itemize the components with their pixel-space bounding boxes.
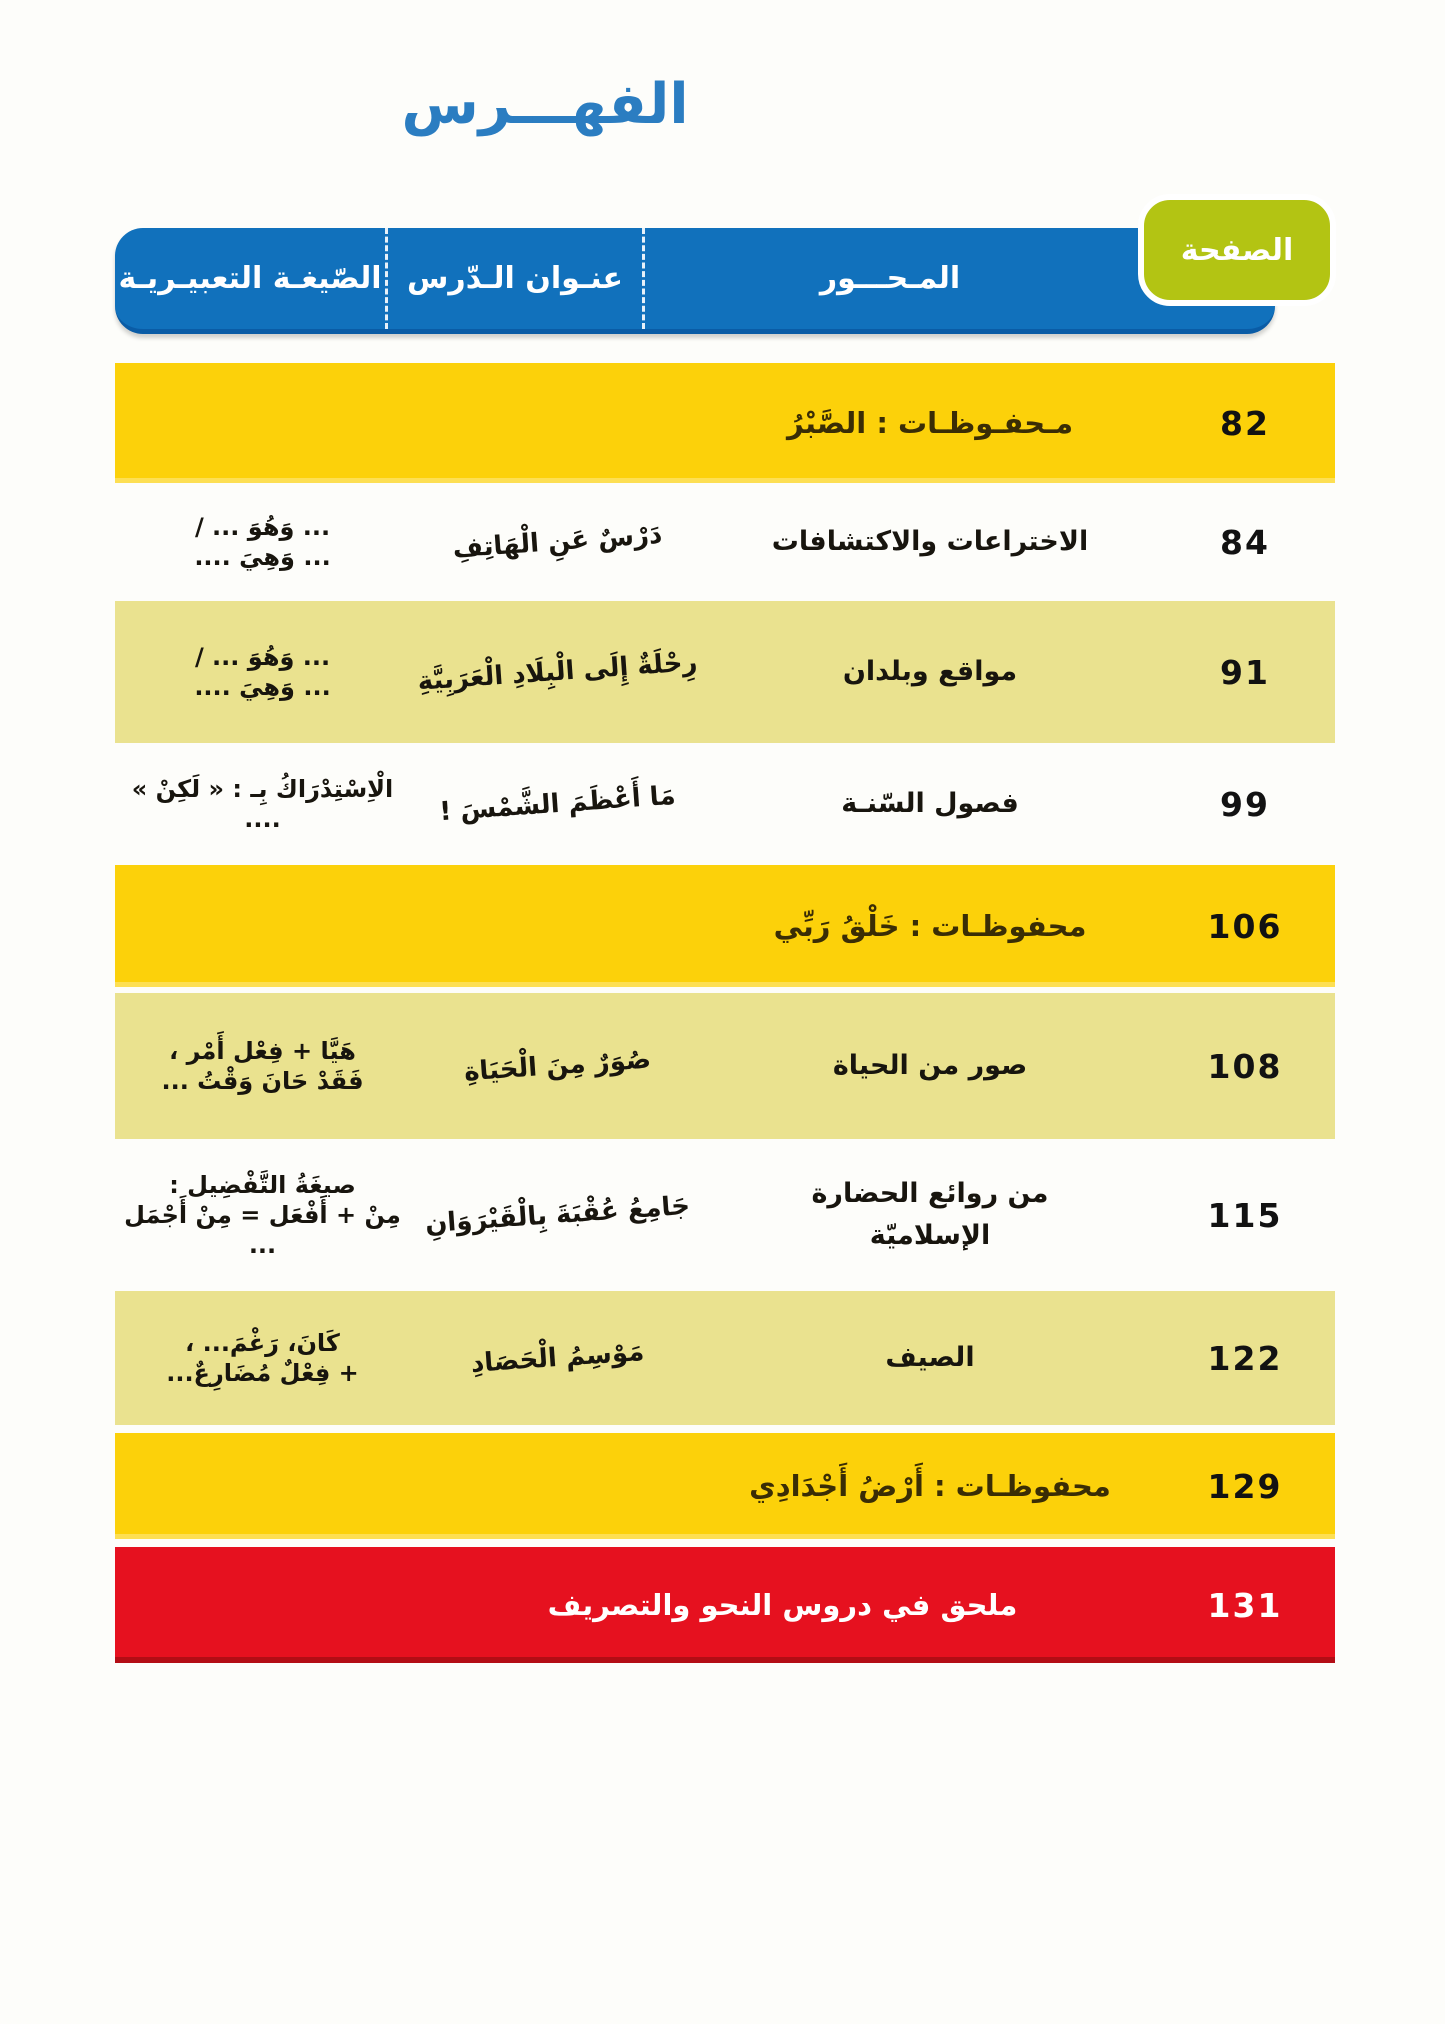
toc-row-108 — [115, 993, 1335, 1139]
row-page-number: 99 — [1220, 784, 1270, 824]
toc-rows — [115, 363, 1335, 1663]
row-page-number: 131 — [1207, 1585, 1283, 1625]
row-expression: الْاِسْتِدْرَاكُ بِـ : « لَكِنْ » .... — [131, 775, 394, 833]
row-page-number: 122 — [1207, 1338, 1283, 1378]
row-expression: ... وَهُوَ ... / ... وَهِيَ .... — [194, 513, 331, 571]
toc-row-82 — [115, 363, 1335, 483]
appendix-title: ملحق في دروس النحو والتصريف — [547, 1588, 1018, 1622]
row-lesson-title: مَوْسِمُ الْحَصَادِ — [469, 1336, 646, 1380]
row-expression: ... وَهُوَ ... / ... وَهِيَ .... — [194, 643, 331, 701]
row-topic: فصول السّنـة — [841, 788, 1019, 820]
row-page-number: 129 — [1207, 1466, 1283, 1506]
row-topic: من روائع الحضارة الإسلاميّة — [811, 1178, 1049, 1251]
row-lesson-title: مَا أَعْظَمَ الشَّمْسَ ! — [438, 780, 677, 828]
toc-row-91 — [115, 601, 1335, 743]
page-column-tab: الصفحة — [1138, 194, 1336, 306]
toc-row-106 — [115, 865, 1335, 987]
toc-row-115 — [115, 1139, 1335, 1291]
row-page-number: 106 — [1207, 906, 1283, 946]
section-title: محفوظـات : خَلْقُ رَبِّي — [773, 909, 1087, 943]
toc-row-129 — [115, 1433, 1335, 1539]
section-title: مـحفـوظـات : الصَّبْرُ — [786, 406, 1074, 440]
toc-header-bar — [115, 228, 1275, 334]
header-col-expression: الصّيغـة التعبيـريـة — [118, 261, 382, 296]
header-col-topic: المـحـــور — [819, 261, 961, 296]
header-col-lesson-title: عنـوان الـدّرس — [385, 228, 645, 329]
page-title: الفهـــرس — [401, 72, 689, 137]
toc-row-84 — [115, 483, 1335, 601]
row-page-number: 115 — [1207, 1195, 1283, 1235]
row-expression: هَيَّا + فِعْل أَمْر ، فَقَدْ حَانَ وَقْتُ ... — [161, 1037, 364, 1095]
row-lesson-title: دَرْسٌ عَنِ الْهَاتِفِ — [451, 519, 664, 565]
row-lesson-title: صُوَرٌ مِنَ الْحَيَاةِ — [463, 1044, 652, 1088]
row-topic: صور من الحياة — [832, 1050, 1028, 1082]
row-topic: الاختراعات والاكتشافات — [771, 526, 1089, 558]
toc-row-131 — [115, 1547, 1335, 1663]
row-page-number: 82 — [1220, 403, 1270, 443]
row-page-number: 91 — [1220, 652, 1270, 692]
row-lesson-title: جَامِعُ عُقْبَةَ بِالْقَيْرَوَانِ — [424, 1190, 691, 1240]
row-lesson-title: رِحْلَةٌ إِلَى الْبِلَادِ الْعَرَبِيَّةِ — [416, 647, 699, 697]
toc-row-122 — [115, 1291, 1335, 1425]
row-page-number: 84 — [1220, 522, 1270, 562]
section-title: محفوظـات : أَرْضُ أَجْدَادِي — [749, 1469, 1111, 1503]
row-expression: صيغَةُ التَّفْضِيل : مِنْ + أَفْعَل = مِنْ أَجْمَل ... — [124, 1171, 401, 1259]
toc-row-99 — [115, 743, 1335, 865]
row-topic: مواقع وبلدان — [842, 656, 1018, 688]
row-topic: الصيف — [885, 1342, 975, 1374]
row-expression: كَانَ، رَغْمَ... ، + فِعْلٌ مُضَارِعٌ... — [166, 1329, 359, 1387]
row-page-number: 108 — [1207, 1046, 1283, 1086]
